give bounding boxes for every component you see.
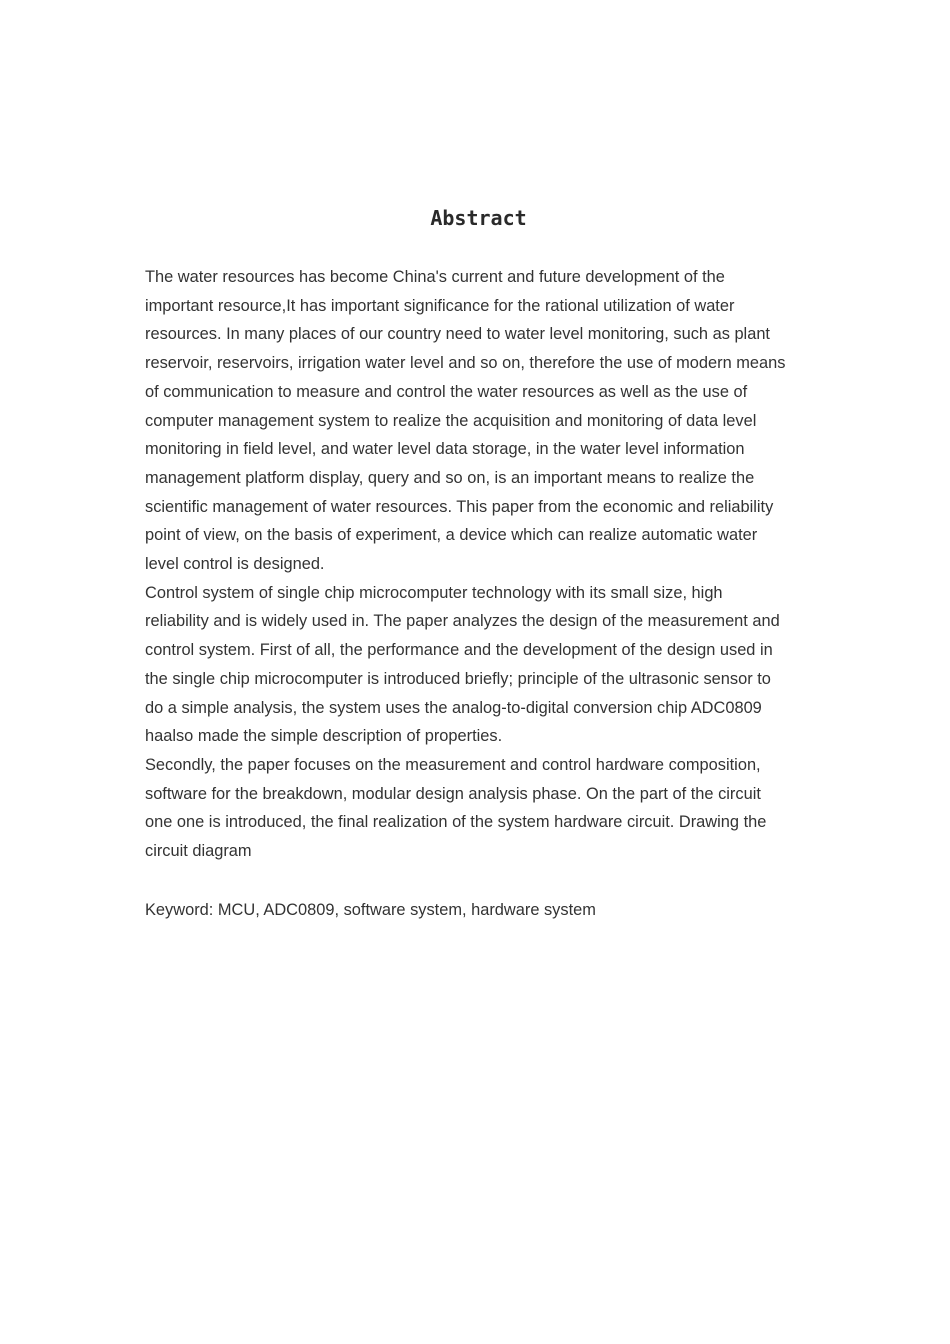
keywords-line: Keyword: MCU, ADC0809, software system, hardware system — [145, 901, 596, 919]
abstract-paragraph-3: Secondly, the paper focuses on the measurement and control hardware composition, software for the breakdown, modular design analysis phase. On the part of the circuit one one is introduced, the final realization of the system hardware circuit. Drawing the circuit diagram — [145, 755, 767, 861]
abstract-title: Abstract — [430, 206, 527, 230]
abstract-body — [145, 263, 805, 866]
abstract-paragraph-2: Control system of single chip microcomputer technology with its small size, high reliability and is widely used in. The paper analyzes the design of the measurement and control system. First of all, the performance and the development of the design used in the single chip microcomputer is introduced briefly; principle of the ultrasonic sensor to do a simple analysis, the system uses the analog-to-digital conversion chip ADC0809 haalso made the simple description of properties. — [145, 583, 780, 746]
abstract-paragraph-1: The water resources has become China's current and future development of the important resource,It has important significance for the rational utilization of water resources. In many places of our country need to water level monitoring, such as plant reservoir, reservoirs, irrigation water level and so on, therefore the use of modern means of communication to measure and control the water resources as well as the use of computer management system to realize the acquisition and monitoring of data level monitoring in field level, and water level data storage, in the water level information management platform display, query and so on, is an important means to realize the scientific management of water resources. This paper from the economic and reliability point of view, on the basis of experiment, a device which can realize automatic water level control is designed. — [145, 268, 786, 574]
